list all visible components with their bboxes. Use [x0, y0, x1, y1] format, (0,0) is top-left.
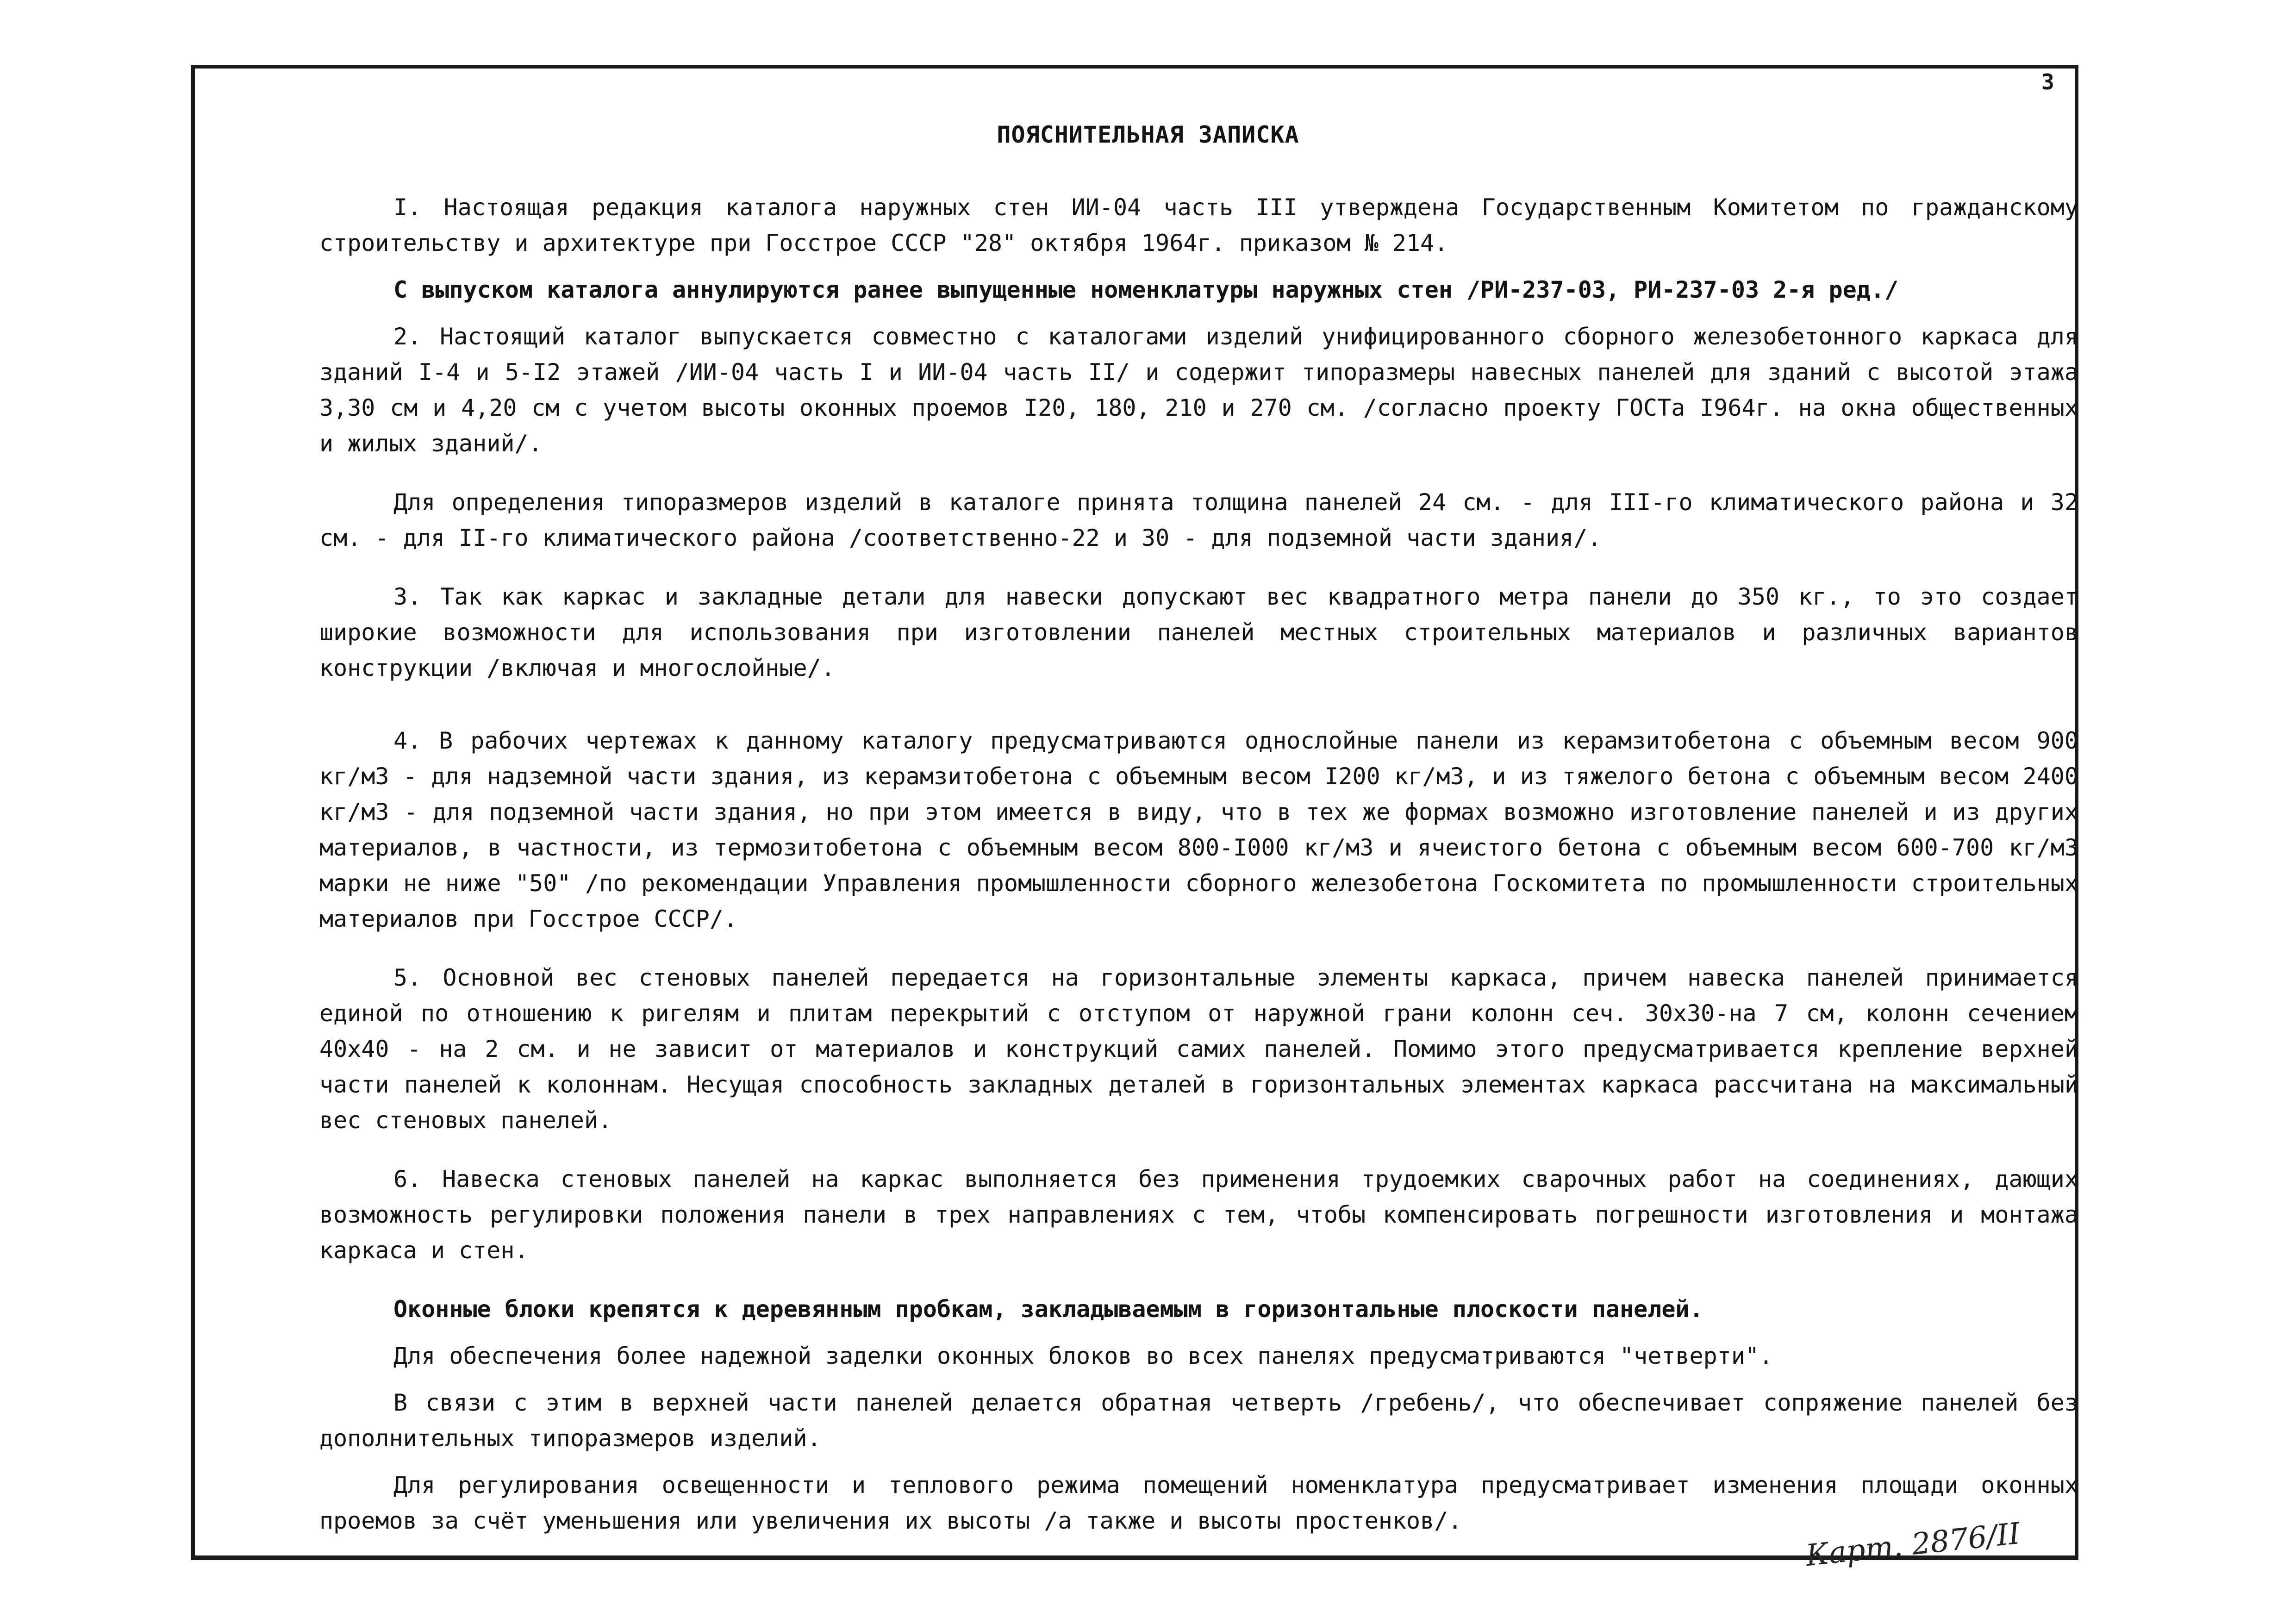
- paragraph-10: Для обеспечения более надежной заделки оконных блоков во всех панелях предусматриваются "четверти".: [393, 1343, 1773, 1369]
- paragraph-1: I. Настоящая редакция каталога наружных стен ИИ-04 часть III утверждена Государственным Комитетом по гражданскому строительству и архитектуре при Госстрое СССР "28" октября 1964г. приказом № 214.: [319, 194, 2078, 256]
- page-title: ПОЯСНИТЕЛЬНАЯ ЗАПИСКА: [997, 121, 1299, 148]
- paragraph-3: 2. Настоящий каталог выпускается совместно с каталогами изделий унифицированного сборного железобетонного каркаса для зданий I-4 и 5-I2 этажей /ИИ-04 часть I и ИИ-04 часть II/ и содержит типоразмеры навесных панелей для зданий с высотой этажа 3,30 см и 4,20 см с учетом высоты оконных проемов I20, 180, 210 и 270 см. /согласно проекту ГОСТа I964г. на окна общественных и жилых зданий/.: [319, 323, 2078, 457]
- handwritten-signature: Карт. 2876/II: [1804, 1516, 2022, 1574]
- paragraph-9: Оконные блоки крепятся к деревянным пробкам, закладываемым в горизонтальные плоскости панелей.: [393, 1296, 1703, 1323]
- paragraph-11: В связи с этим в верхней части панелей делается обратная четверть /гребень/, что обеспечивает сопряжение панелей без дополнительных типоразмеров изделий.: [319, 1389, 2078, 1452]
- paragraph-12: Для регулирования освещенности и теплового режима помещений номенклатура предусматривает изменения площади оконных проемов за счёт уменьшения или увеличения их высоты /а также и высоты простенков/.: [319, 1472, 2078, 1534]
- paragraph-8: 6. Навеска стеновых панелей на каркас выполняется без применения трудоемких сварочных работ на соединениях, дающих возможность регулировки положения панели в трех направлениях с тем, чтобы компенсировать погрешности изготовления и монтажа каркаса и стен.: [319, 1166, 2078, 1264]
- page-number: 3: [2041, 69, 2054, 94]
- paragraph-5: 3. Так как каркас и закладные детали для навески допускают вес квадратного метра панели до 350 кг., то это создает широкие возможности для использования при изготовлении панелей местных строительных материалов и различных вариантов конструкции /включая и многослойные/.: [319, 583, 2078, 681]
- paragraph-6: 4. В рабочих чертежах к данному каталогу предусматриваются однослойные панели из керамзитобетона с объемным весом 900 кг/м3 - для надземной части здания, из керамзитобетона с объемным весом I200 кг/м3, и из тяжелого бетона с объемным весом 2400 кг/м3 - для подземной части здания, но при этом имеется в виду, что в тех же формах возможно изготовление панелей и из других материалов, в частности, из термозитобетона с объемным весом 800-I000 кг/м3 и ячеистого бетона с объемным весом 600-700 кг/м3 марки не ниже "50" /по рекомендации Управления промышленности сборного железобетона Госкомитета по промышленности строительных материалов при Госстрое СССР/.: [319, 727, 2078, 932]
- paragraph-7: 5. Основной вес стеновых панелей передается на горизонтальные элементы каркаса, причем навеска панелей принимается единой по отношению к ригелям и плитам перекрытий с отступом от наружной грани колонн сеч. 30х30-на 7 см, колонн сечением 40х40 - на 2 см. и не зависит от материалов и конструкций самих панелей. Помимо этого предусматривается крепление верхней части панелей к колоннам. Несущая способность закладных деталей в горизонтальных элементах каркаса рассчитана на максимальный вес стеновых панелей.: [319, 964, 2078, 1134]
- document-body: [319, 190, 2078, 1539]
- paragraph-2: С выпуском каталога аннулируются ранее выпущенные номенклатуры наружных стен /РИ-237-03, РИ-237-03 2-я ред./: [393, 276, 1899, 303]
- paragraph-4: Для определения типоразмеров изделий в каталоге принята толщина панелей 24 см. - для III-го климатического района и 32 см. - для II-го климатического района /соответственно-22 и 30 - для подземной части здания/.: [319, 489, 2078, 551]
